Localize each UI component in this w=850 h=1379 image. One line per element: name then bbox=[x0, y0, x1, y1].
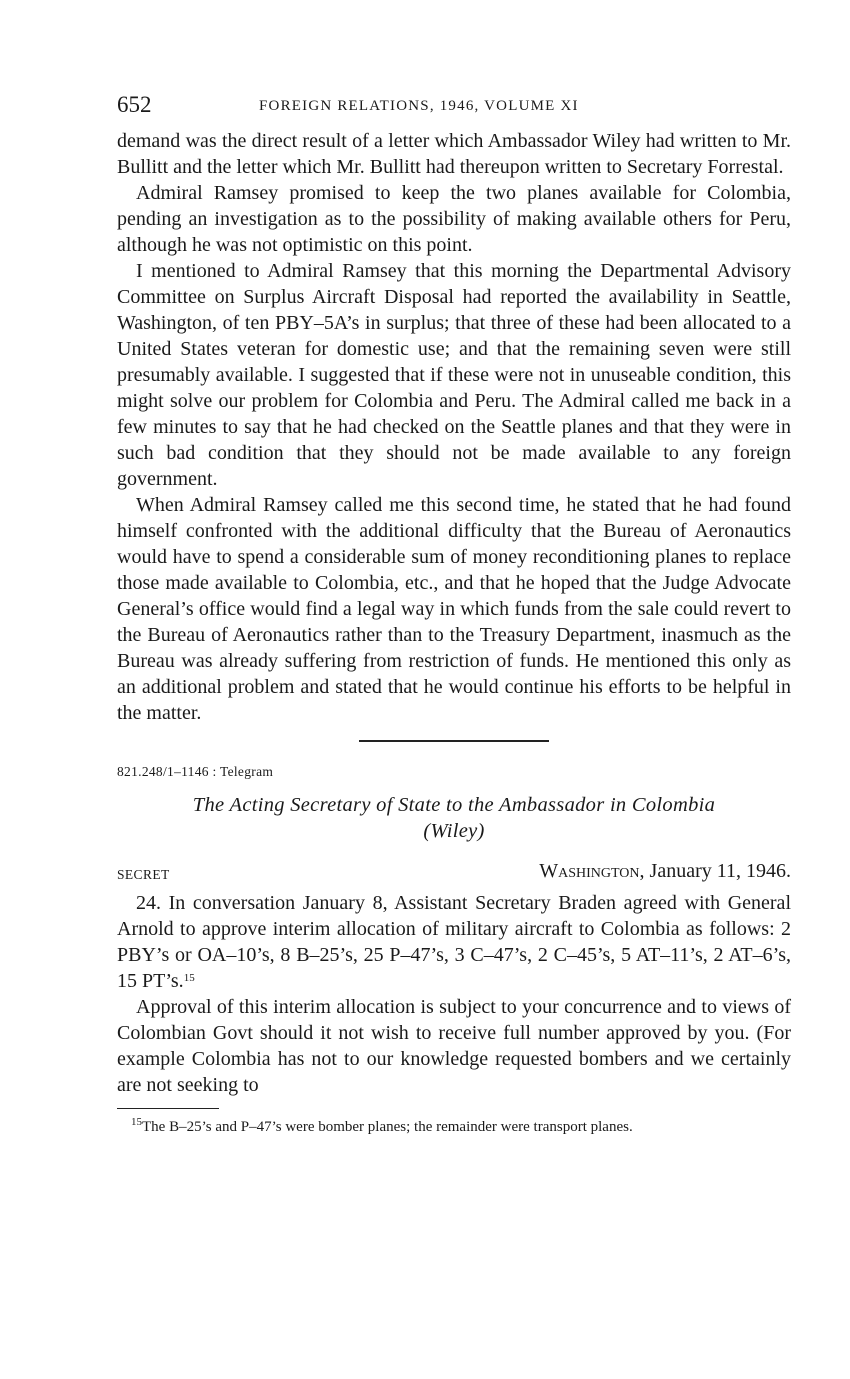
file-number: 821.248/1–1146 : Telegram bbox=[117, 764, 274, 779]
telegram-meta bbox=[117, 860, 791, 890]
paragraph: demand was the direct result of a letter which Ambassador Wiley had written to Mr. Bullitt and the letter which Mr. Bullitt had thereupon written to Secretary Forrestal. bbox=[117, 130, 791, 178]
dateline-city: Washington, bbox=[539, 860, 645, 882]
running-head: FOREIGN RELATIONS, 1946, VOLUME XI bbox=[259, 98, 579, 114]
footnote-text: The B–25’s and P–47’s were bomber planes; the remainder were transport planes. bbox=[142, 1119, 633, 1135]
section-divider bbox=[359, 740, 549, 742]
dateline-date: January 11, 1946. bbox=[649, 860, 791, 882]
paragraph: Approval of this interim allocation is subject to your concurrence and to views of Colombian Govt should it not wish to receive full number approved by you. (For example Colombia has not to our knowledge requested bombers and we certainly are not seeking to bbox=[117, 996, 791, 1096]
paragraph: I mentioned to Admiral Ramsey that this morning the Departmental Advisory Committee on Surplus Aircraft Disposal had reported the availability in Seattle, Washington, of ten PBY–5A’s in surplus; that three of these had been allocated to a United States veteran for domestic use; and that the remaining seven were still presumably available. I suggested that if these were not in unuseable condition, this might solve our problem for Colombia and Peru. The Admiral called me back in a few minutes to say that he had checked on the Seattle planes and that they were in such bad condition that they should not be made available to any foreign government. bbox=[117, 260, 791, 490]
dateline bbox=[539, 860, 791, 883]
title-line: (Wiley) bbox=[423, 820, 485, 842]
title-line: The Acting Secretary of State to the Ambassador in Colombia bbox=[192, 794, 716, 816]
document-page bbox=[117, 92, 791, 1138]
footnote-rule bbox=[117, 1108, 219, 1109]
footnote bbox=[117, 1117, 791, 1138]
paragraph-text: 24. In conversation January 8, Assistant Secretary Braden agreed with General Arnold to approve interim allocation of military aircraft to Colombia as follows: 2 PBY’s or OA–10’s, 8 B–25’s, 25 P–47’s, 3 C–47’s, 2 C–45’s, 5 AT–11’s, 2 AT–6’s, 15 PT’s. bbox=[117, 892, 791, 992]
document-title bbox=[117, 792, 791, 844]
telegram-body bbox=[117, 890, 791, 1098]
footnote-marker: 15 bbox=[131, 1116, 142, 1128]
memo-continuation bbox=[117, 128, 791, 726]
paragraph: When Admiral Ramsey called me this second time, he stated that he had found himself confronted with the additional difficulty that the Bureau of Aeronautics would have to spend a considerable sum of money reconditioning planes to replace those made available to Colombia, etc., and that he hoped that the Judge Advocate General’s office would find a legal way in which funds from the sale could revert to the Bureau of Aeronautics rather than to the Treasury Department, inasmuch as the Bureau was already suffering from restriction of funds. He mentioned this only as an additional problem and stated that he would continue his efforts to be helpful in the matter. bbox=[117, 494, 791, 724]
page-number: 652 bbox=[117, 92, 152, 117]
page-header bbox=[117, 92, 791, 128]
paragraph: Admiral Ramsey promised to keep the two planes available for Colombia, pending an investigation as to the possibility of making available others for Peru, although he was not optimistic on this point. bbox=[117, 182, 791, 256]
paragraph bbox=[117, 890, 791, 994]
footnote-reference: 15 bbox=[183, 972, 195, 984]
classification-label: SECRET bbox=[117, 867, 170, 882]
